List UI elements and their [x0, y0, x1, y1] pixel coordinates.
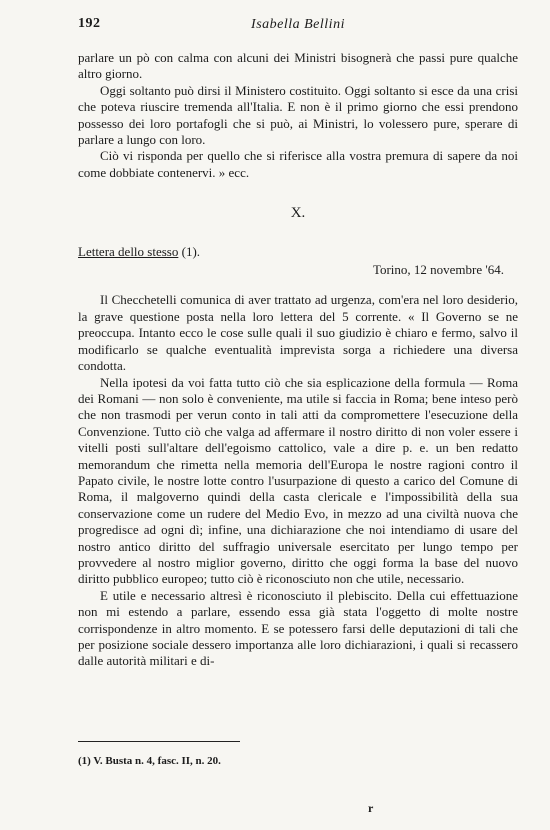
signature-mark: r [368, 801, 374, 815]
paragraph: Oggi soltanto può dirsi il Ministero costituito. Oggi soltanto si esce da una crisi che poteva riuscire tremenda all'Italia. E non è il primo giorno che essi prendono possesso dei loro portafogli che si può, ai Ministri, lo volessero pure, sperare di parlare a lungo con loro. [78, 82, 518, 148]
letter-paragraph: Il Checchetelli comunica di aver trattato ad urgenza, com'era nel loro desiderio, la grave questione posta nella loro lettera del 5 corrente. « Il Governo se ne preoccupa. Intanto ecco le cose sulle quali il suo giudizio è chiaro e fermo, salvo il modificarlo se qualche eventualità imprevista sorga a richiedere una diversa condotta. [78, 292, 518, 374]
footnote: (1) V. Busta n. 4, fasc. II, n. 20. [78, 755, 221, 767]
letter-heading [78, 244, 518, 260]
running-title: Isabella Bellini [251, 17, 345, 32]
dateline: Torino, 12 novembre '64. [372, 262, 504, 278]
page-header [78, 16, 518, 36]
body-text [78, 50, 518, 670]
page-number: 192 [78, 16, 101, 31]
letter-heading-note: (1). [181, 243, 201, 259]
letter-paragraph: Nella ipotesi da voi fatta tutto ciò che sia esplicazione della formula — Roma dei Romani — non solo è conveniente, ma utile si faccia in Roma; bene inteso però che non trasmodi per verun conto in tali atti da compromettere l'esecuzione della Convenzione. Tutto ciò che valga ad affermare il nostro diritto di non voler essere i vitelli posti sull'altare dell'egoismo cattolico, vale a dire p. e. un ben redatto memorandum che rimetta nella memoria dell'Europa le nostre ragioni contro il Papato civile, le nostre lotte contro l'usurpazione di questo a carico del Comune di Roma, il malgoverno quindi della casta clericale e l'impossibilità della sua conservazione come un rudere del Medio Evo, in mezzo ad una civiltà nuova che progredisce ad ogni dì; infine, una dichiarazione che noi intendiamo di usare del nostro antico diritto del suffragio universale esercitato per lungo tempo per provvedere al nostro miglior governo, diritto che oggi forma la base del nuovo diritto pubblico europeo; tutto ciò è riconosciuto non che utile, necessario. [78, 374, 518, 587]
letter-heading-label: Lettera dello stesso [78, 243, 179, 259]
footnote-rule [78, 741, 240, 742]
paragraph: parlare un pò con calma con alcuni dei Ministri bisognerà che passi pure qualche altro giorno. [78, 50, 518, 82]
section-title: X. [290, 205, 306, 222]
paragraph: Ciò vi risponda per quello che si riferisce alla vostra premura di sapere da noi come dobbiate contenervi. » ecc. [78, 148, 518, 180]
letter-paragraph: E utile e necessario altresì è riconosciuto il plebiscito. Della cui effettuazione non mi estendo a parlare, essendo essa già stata l'oggetto di molte nostre corrispondenze in altro momento. E se potessero farsi delle deputazioni di tali che per posizione sociale dessero importanza alle loro dichiarazioni, i quali si recassero dalle autorità militari e di- [78, 587, 518, 669]
